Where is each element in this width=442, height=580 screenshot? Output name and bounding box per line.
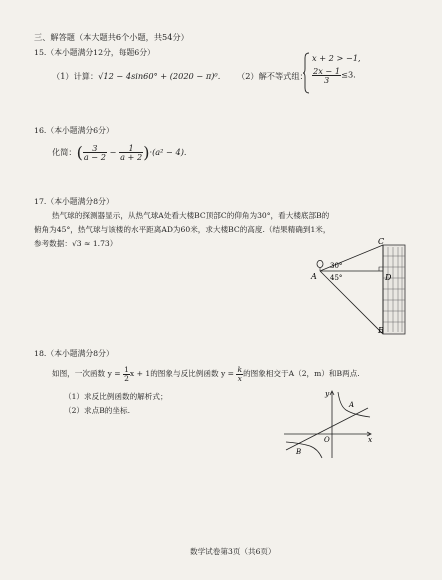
q15-ineq2-den: 3 [323,75,330,86]
label-b: B [296,448,302,456]
label-b: B [378,326,384,335]
q17-title: 17.（本小题满分8分） [34,197,114,206]
q18-line1-c: 的图象相交于A（2，m）和B两点. [243,369,360,379]
label-c: C [378,237,385,246]
page-footer: 数学试卷第3页（共6页） [190,547,276,556]
q18-title: 18.（本小题满分8分） [34,349,114,358]
q15-part1-label: （1）计算： [52,71,99,81]
right-angle-mark [379,267,383,271]
label-y: y [325,389,330,398]
q15-system-brace [303,52,311,94]
q15-ineq2-tail: ≤3. [341,69,356,80]
q15-ineq2-num: 2x − 1 [313,66,341,76]
label-d: D [385,273,392,282]
q18-sub2: （2）求点B的坐标. [64,406,130,415]
hyperbola-branch-left [286,442,322,458]
q18-line1-a: 如图，一次函数 y = [52,369,124,379]
q16-frac1-den: a − 2 [83,152,106,163]
q18-sub1: （1）求反比例函数的解析式； [64,392,168,401]
q16-frac1-num: 3 [83,144,107,153]
q18-frac-den: 2 [124,373,129,383]
angle-45-label: 45° [330,274,343,282]
label-a: A [349,401,355,409]
label-x: x [368,435,373,444]
q18-k-num: k [237,365,243,374]
label-o: O [324,436,330,444]
q17-line2: 俯角为45°，热气球与该楼的水平距离AD为60米，求大楼BC的高度.（结果精确到1米， [34,225,331,234]
q15-part1 [52,72,220,81]
q15-ineq2 [312,67,356,84]
building [383,245,405,334]
balloon-icon [317,260,323,267]
q15-part1-expr: √12 − 4sin60° + (2020 − π)⁰. [98,71,221,81]
q15-title: 15.（本小题满分12分，每题6分） [34,48,155,57]
q15-part2-label: （2）解不等式组： [237,71,308,81]
q16-frac2-den: a + 2 [120,152,143,163]
q18-frac-num: 1 [124,365,129,374]
q16-expr: 化简：( $\frac{3}{a - 2}$ − $\frac{1}{a + 2}$ )·(a² − 4). [52,143,187,163]
q15-ineq1: x + 2 > −1, [312,53,361,63]
q17-figure [308,236,408,336]
q18-line1 [52,366,360,382]
q16-label: 化简： [52,146,77,157]
label-a: A [311,272,317,281]
q18-figure [282,388,374,460]
q16-frac2-num: 1 [119,144,143,153]
section-header: 三、解答题（本大题共6个小题，共54分） [34,32,189,42]
q18-line1-b: x + 1的图象与反比例函数 y = [129,369,237,379]
q17-line3: 参考数据：√3 ≈ 1.73） [34,239,118,248]
q16-tail: ·(a² − 4). [149,146,187,157]
q18-k-den: x [237,373,242,383]
angle-30-label: 30° [330,262,343,270]
q16-title: 16.（本小题满分6分） [34,126,114,135]
q17-line1: 热气球的探测器显示，从热气球A处看大楼BC顶部C的仰角为30°，看大楼底部B的 [52,211,330,220]
